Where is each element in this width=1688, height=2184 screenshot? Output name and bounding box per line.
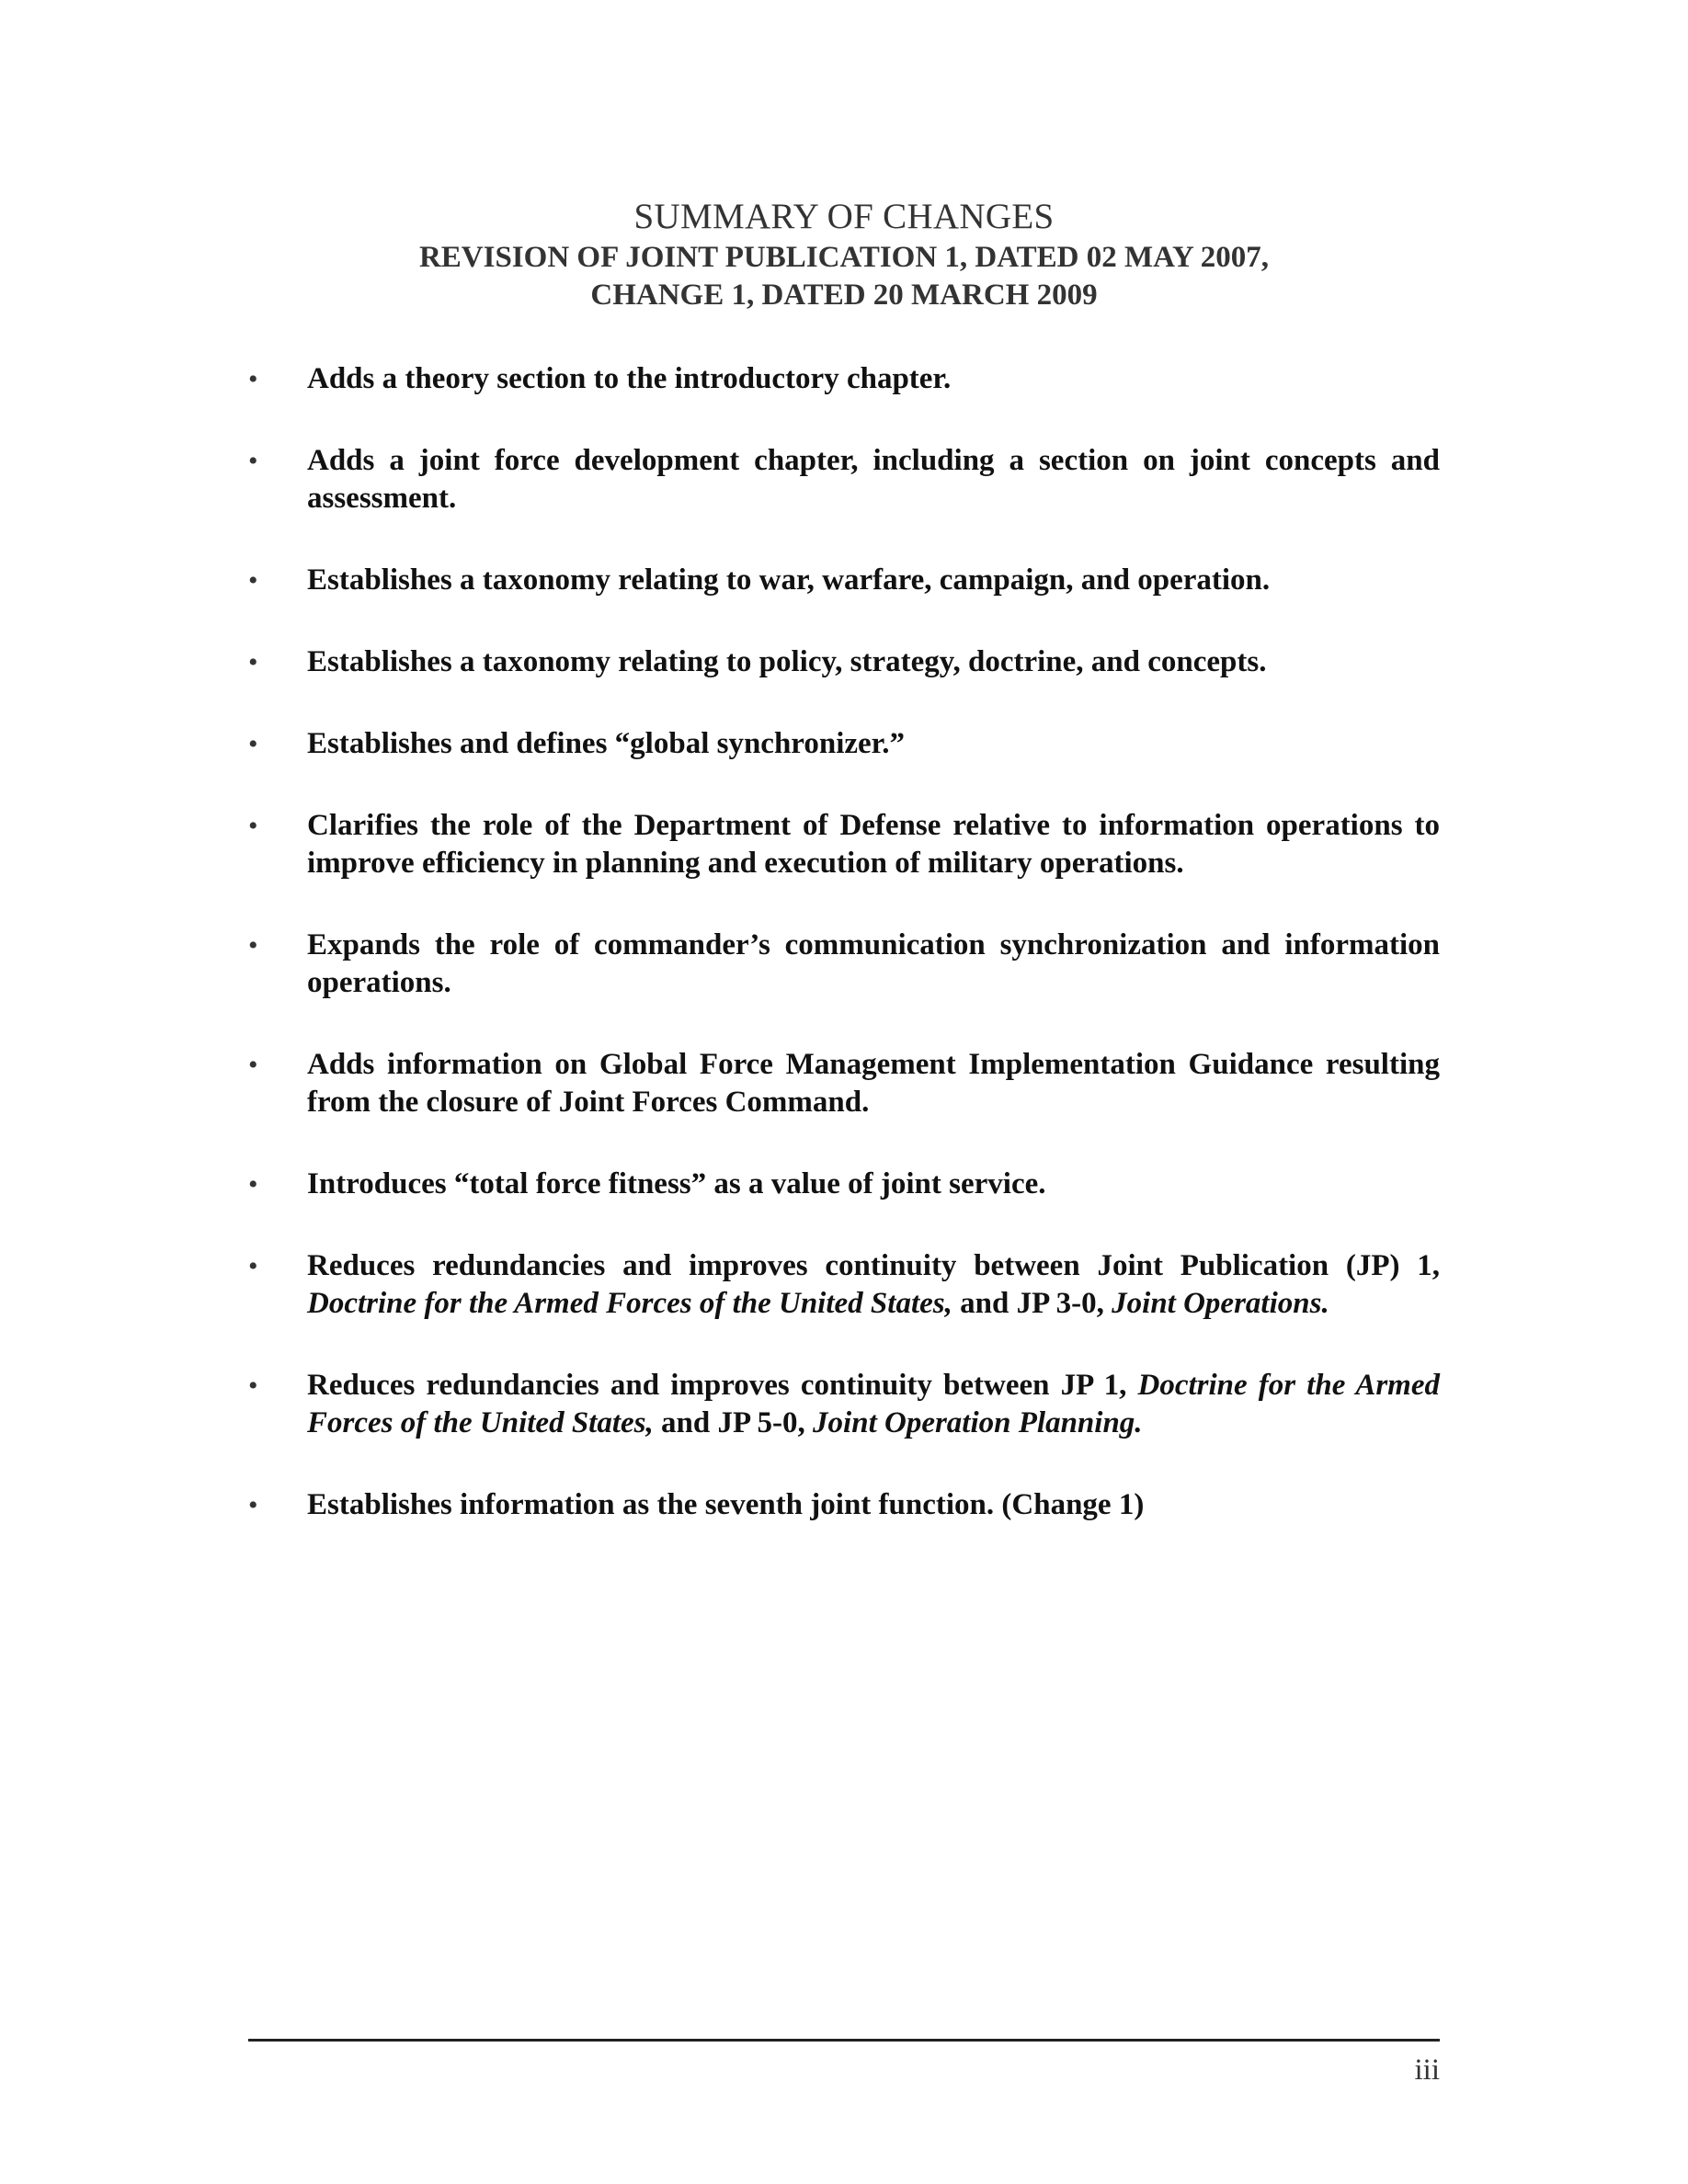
change-item-text: [307, 444, 1440, 515]
change-list-item: [248, 562, 1440, 599]
bullet-icon: •: [248, 446, 258, 476]
item-text-segment: Adds information on Global Force Management Implementation Guidance resulting from the closure of Joint Forces Command.: [307, 1048, 1440, 1119]
bullet-icon: •: [248, 1050, 258, 1080]
change-list-item: [248, 1367, 1440, 1442]
change-item-text: [307, 1369, 1440, 1439]
item-text-segment: and JP 5-0,: [653, 1406, 814, 1439]
bullet-icon: •: [248, 811, 258, 841]
change-item-text: [307, 1167, 1046, 1200]
item-text-segment: Expands the role of commander’s communication synchronization and information operations.: [307, 928, 1440, 999]
publication-title-text: Doctrine for the Armed Forces of the United States,: [307, 1369, 1441, 1439]
change-list-item: [248, 1166, 1440, 1203]
change-item-text: [307, 362, 951, 395]
change-item-text: [307, 727, 905, 760]
change-list-item: [248, 1486, 1440, 1524]
page-header: [0, 195, 1688, 314]
page-title: SUMMARY OF CHANGES: [633, 197, 1055, 236]
change-item-text: [307, 645, 1266, 678]
item-text-segment: Clarifies the role of the Department of Defense relative to information operations to improve efficiency in planning and execution of military operations.: [307, 809, 1440, 880]
change-item-text: [307, 1048, 1440, 1119]
change-item-text: [307, 1488, 1144, 1521]
change-list-item: [248, 725, 1440, 763]
revision-subtitle-line-2: CHANGE 1, DATED 20 MARCH 2009: [590, 279, 1098, 312]
bullet-icon: •: [248, 930, 258, 961]
item-text-segment: Adds a theory section to the introductory chapter.: [307, 362, 952, 395]
item-text-segment: Introduces “total force fitness” as a value of joint service.: [307, 1167, 1046, 1200]
bullet-icon: •: [248, 1371, 258, 1401]
change-list: [248, 360, 1440, 1568]
change-item-text: [307, 809, 1440, 880]
page-number: iii: [1414, 2053, 1440, 2087]
item-text-segment: Establishes a taxonomy relating to policy, strategy, doctrine, and concepts.: [307, 645, 1267, 678]
item-text-segment: and JP 3-0,: [952, 1287, 1112, 1320]
change-item-text: [307, 928, 1440, 999]
change-list-item: [248, 360, 1440, 398]
item-text-segment: Reduces redundancies and improves continuity between Joint Publication (JP) 1,: [307, 1249, 1440, 1282]
bullet-icon: •: [248, 1251, 258, 1281]
change-list-item: [248, 807, 1440, 882]
item-text-segment: Reduces redundancies and improves continuity between JP 1,: [307, 1369, 1138, 1402]
bullet-icon: •: [248, 1490, 258, 1520]
bullet-icon: •: [248, 1169, 258, 1200]
footer-rule: [248, 2039, 1440, 2042]
change-list-item: [248, 643, 1440, 681]
item-text-segment: Adds a joint force development chapter, including a section on joint concepts and assessment.: [307, 444, 1440, 515]
publication-title-text: Doctrine for the Armed Forces of the United States,: [307, 1287, 952, 1320]
publication-title-text: Joint Operation Planning.: [813, 1406, 1143, 1439]
item-text-segment: Establishes and defines “global synchronizer.”: [307, 727, 906, 760]
revision-subtitle-line-1: REVISION OF JOINT PUBLICATION 1, DATED 02 MAY 2007,: [418, 241, 1270, 274]
change-list-item: [248, 1046, 1440, 1121]
bullet-icon: •: [248, 364, 258, 394]
bullet-icon: •: [248, 647, 258, 677]
change-list-item: [248, 442, 1440, 518]
change-list-item: [248, 927, 1440, 1002]
bullet-icon: •: [248, 565, 258, 596]
item-text-segment: Establishes information as the seventh joint function. (Change 1): [307, 1488, 1145, 1521]
change-item-text: [307, 563, 1270, 597]
bullet-icon: •: [248, 729, 258, 759]
item-text-segment: Establishes a taxonomy relating to war, warfare, campaign, and operation.: [307, 563, 1271, 597]
publication-title-text: Joint Operations.: [1112, 1287, 1329, 1320]
change-item-text: [307, 1249, 1440, 1320]
change-list-item: [248, 1247, 1440, 1323]
